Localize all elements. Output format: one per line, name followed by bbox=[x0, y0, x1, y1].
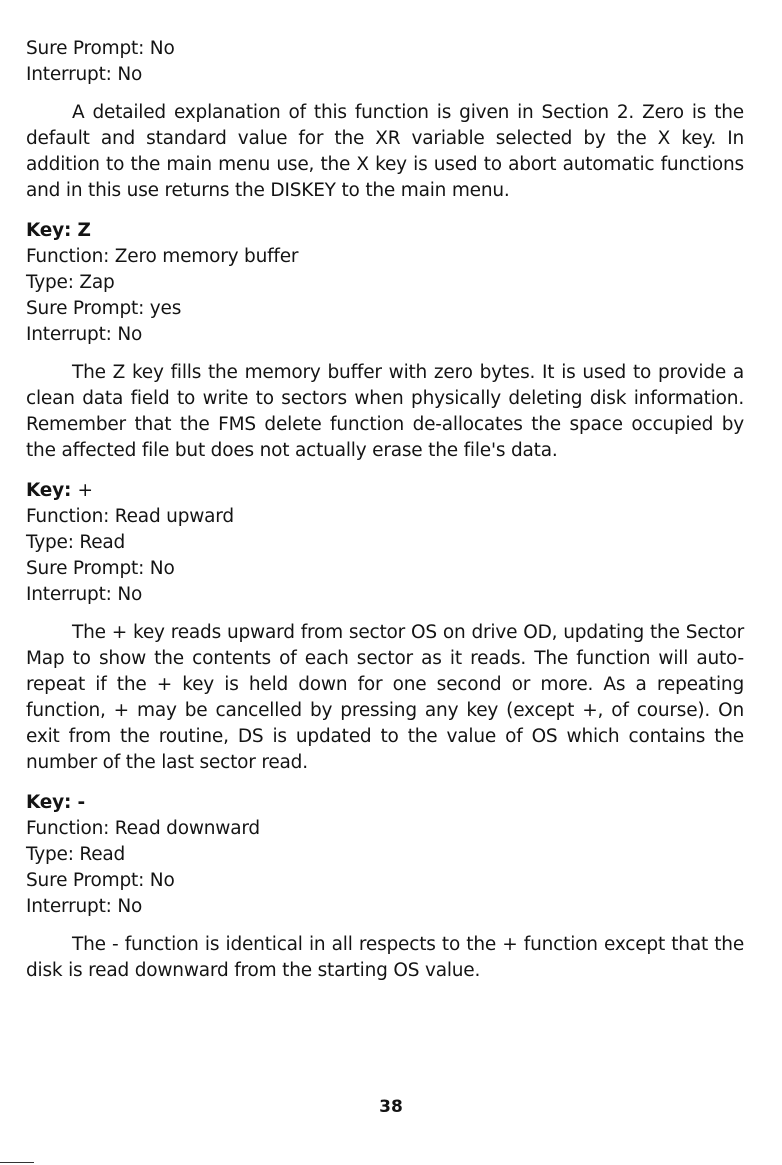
function-line: Function: Read upward bbox=[26, 506, 234, 527]
intro-interrupt: Interrupt: No bbox=[26, 64, 143, 85]
description-paragraph: The Z key fills the memory buffer with zero bytes. It is used to provide a clean data field to write to sectors when physically deleting disk information. Remember that the FMS delete function de-allocates the space occupied by the affected file but does not actually erase the file's data. bbox=[26, 362, 744, 461]
page-number: 38 bbox=[379, 1097, 403, 1117]
intro-sure-prompt: Sure Prompt: No bbox=[26, 38, 175, 59]
interrupt-line: Interrupt: No bbox=[26, 584, 143, 605]
sure-prompt-line: Sure Prompt: No bbox=[26, 870, 175, 891]
footer-rule bbox=[0, 1162, 34, 1163]
key-value: Z bbox=[77, 220, 91, 241]
interrupt-line: Interrupt: No bbox=[26, 896, 143, 917]
intro-paragraph: A detailed explanation of this function is given in Section 2. Zero is the default and standard value for the XR variable selected by the X key. In addition to the main menu use, the X key is used to abort automatic functions and in this use returns the DISKEY to the main menu. bbox=[26, 102, 744, 201]
key-label: Key: bbox=[26, 480, 72, 501]
type-line: Type: Read bbox=[26, 532, 126, 553]
description-paragraph: The - function is identical in all respects to the + function except that the disk is read downward from the starting OS value. bbox=[26, 934, 744, 981]
key-value: + bbox=[77, 480, 93, 501]
key-heading bbox=[26, 478, 744, 504]
key-heading bbox=[26, 790, 744, 816]
entry-key-plus bbox=[26, 478, 744, 776]
type-line: Type: Read bbox=[26, 844, 126, 865]
key-heading bbox=[26, 218, 744, 244]
function-line: Function: Zero memory buffer bbox=[26, 246, 299, 267]
entry-key-minus bbox=[26, 790, 744, 984]
sure-prompt-line: Sure Prompt: yes bbox=[26, 298, 182, 319]
key-value: - bbox=[77, 792, 85, 813]
function-line: Function: Read downward bbox=[26, 818, 260, 839]
intro-section bbox=[26, 36, 744, 204]
entry-key-z bbox=[26, 218, 744, 464]
document-page bbox=[26, 36, 744, 984]
key-label: Key: bbox=[26, 220, 72, 241]
interrupt-line: Interrupt: No bbox=[26, 324, 143, 345]
sure-prompt-line: Sure Prompt: No bbox=[26, 558, 175, 579]
key-label: Key: bbox=[26, 792, 72, 813]
type-line: Type: Zap bbox=[26, 272, 115, 293]
description-paragraph: The + key reads upward from sector OS on drive OD, updating the Sector Map to show the contents of each sector as it reads. The function will auto-repeat if the + key is held down for one second or more. As a repeating function, + may be cancelled by pressing any key (except +, of course). On exit from the routine, DS is updated to the value of OS which contains the number of the last sector read. bbox=[26, 622, 744, 773]
